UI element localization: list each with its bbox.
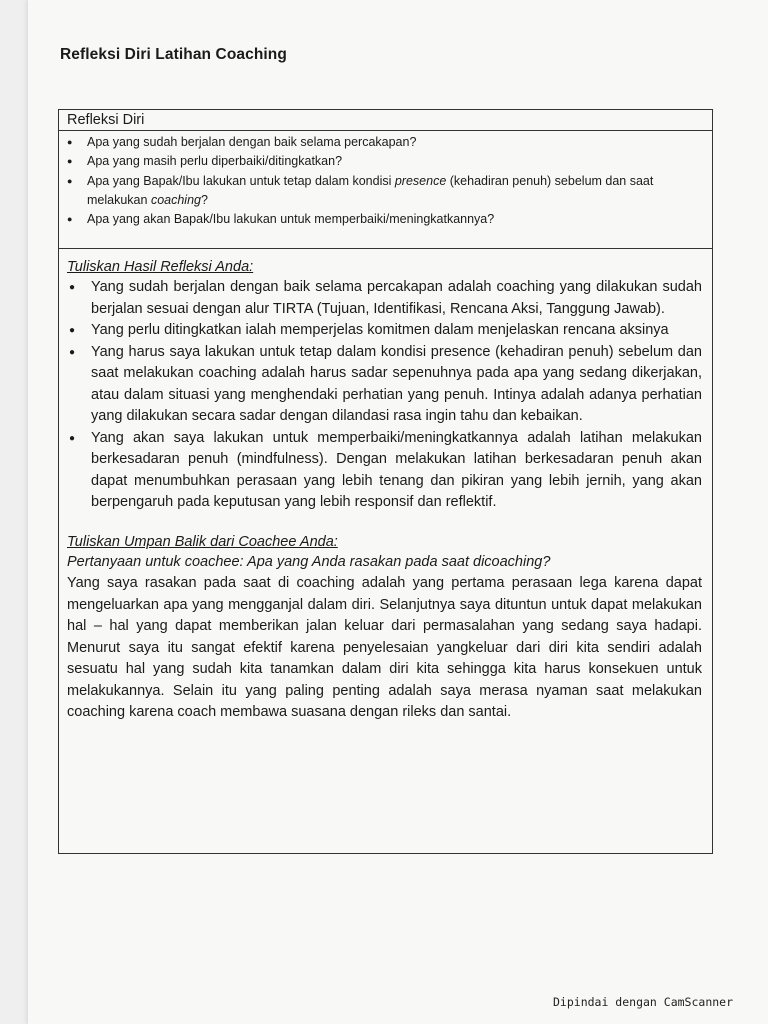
reflection-title: Tuliskan Hasil Refleksi Anda:	[67, 259, 254, 275]
question-text: Apa yang Bapak/Ibu lakukan untuk tetap dalam kondisi	[87, 173, 395, 188]
question-list	[67, 133, 702, 229]
question-emphasis: coaching	[150, 192, 201, 207]
document-title: Refleksi Diri Latihan Coaching	[60, 46, 287, 63]
question-text: ?	[200, 192, 208, 207]
reflection-item: ● Yang perlu ditingkatkan ialah memperjelas komitmen dalam menjelaskan rencana aksinya	[67, 320, 702, 342]
reflection-item: ● Yang harus saya lakukan untuk tetap dalam kondisi presence (kehadiran penuh) sebelum dan saat melakukan coaching adalah harus sadar sepenuhnya pada apa yang sedang dikerjakan, atau dalam situasi yang menghendaki perhatian yang penuh. Intinya adalah adanya perhatian yang dilakukan secara sadar dengan dilandasi rasa ingin tahu dan kebaikan.	[67, 342, 702, 428]
reflection-item: ● Yang akan saya lakukan untuk memperbaiki/meningkatkannya adalah latihan melakukan berkesadaran penuh (mindfulness). Dengan melakukan latihan berkesadaran penuh akan dapat menumbuhkan perasaan yang lebih tenang dan pikiran yang lebih jernih, yang akan berpengaruh pada keputusan yang lebih responsif dan reflektif.	[67, 428, 702, 514]
reflection-item: ● Yang sudah berjalan dengan baik selama percakapan adalah coaching yang dilakukan sudah berjalan sesuai dengan alur TIRTA (Tujuan, Identifikasi, Rencana Aksi, Tanggung Jawab).	[67, 277, 702, 320]
reflection-list	[67, 277, 702, 514]
reflection-box	[58, 109, 713, 854]
questions-section	[59, 131, 712, 249]
feedback-question: Pertanyaan untuk coachee: Apa yang Anda rasakan pada saat dicoaching?	[67, 553, 551, 570]
question-item	[67, 172, 702, 211]
question-item: ● Apa yang akan Bapak/Ibu lakukan untuk memperbaiki/meningkatkannya?	[67, 210, 702, 229]
box-heading: Refleksi Diri	[59, 110, 712, 131]
feedback-title: Tuliskan Umpan Balik dari Coachee Anda:	[67, 533, 338, 550]
question-item: ● Apa yang masih perlu diperbaiki/ditingkatkan?	[67, 152, 702, 171]
feedback-answer: Yang saya rasakan pada saat di coaching adalah yang pertama perasaan lega karena dapat mengeluarkan apa yang mengganjal dalam diri. Selanjutnya saya dituntun untuk dapat melakukan hal – hal yang dapat memberikan jalan keluar dari permasalahan yang sedang saya hadapi. Menurut saya itu sangat efektif karena penyelesaian yangkeluar dari diri kita sendiri adalah sesuatu hal yang sudah kita tanamkan dalam diri kita sehingga kita harus konsekuen untuk melakukannya. Selain itu yang paling penting adalah saya merasa nyaman saat melakukan coaching karena coach membawa suasana dengan rileks dan santai.	[67, 575, 702, 720]
camscanner-watermark: Dipindai dengan CamScanner	[553, 995, 734, 1009]
question-emphasis: presence	[394, 173, 447, 188]
question-text: (kehadiran penuh) sebelum dan saat melakukan	[87, 173, 654, 207]
answers-section	[59, 249, 712, 724]
question-item: ● Apa yang sudah berjalan dengan baik selama percakapan?	[67, 133, 702, 152]
